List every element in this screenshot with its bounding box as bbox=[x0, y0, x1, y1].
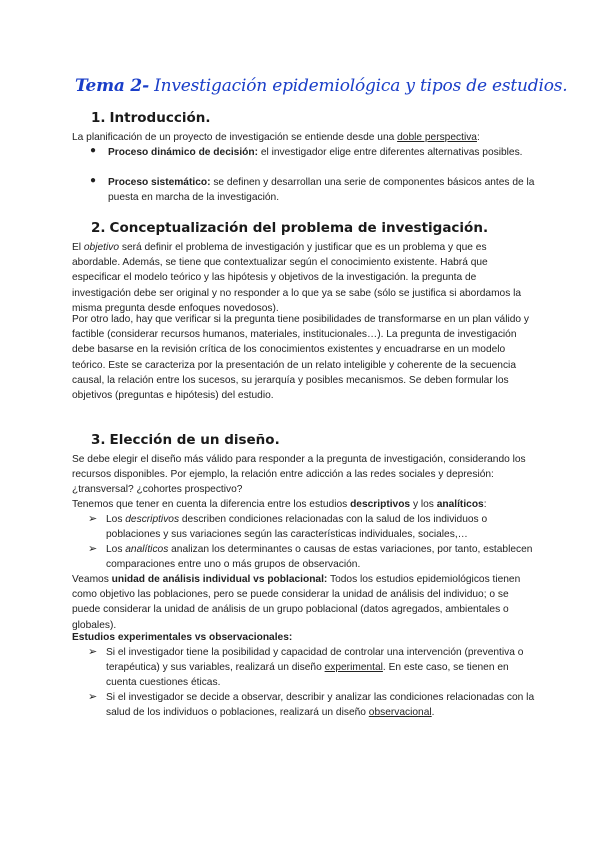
list-item: Si el investigador se decide a observar, describir y analizar las condiciones relacionadas con la salud de los individuos o poblaciones, realizará un diseño observacional. bbox=[106, 692, 535, 719]
section-3-heading bbox=[91, 432, 280, 448]
bullet-icon: ● bbox=[90, 145, 97, 156]
list-item: Si el investigador tiene la posibilidad y capacidad de controlar una intervención (preventiva o terapéutica) y sus variables, realizará un diseño experimental. En este caso, se tienen en cuenta cuestiones éticas. bbox=[106, 647, 524, 689]
arrow-bullet-icon: ➢ bbox=[88, 646, 98, 658]
arrow-bullet-icon: ➢ bbox=[88, 513, 98, 525]
bullet-icon: ● bbox=[90, 175, 97, 186]
section-1-intro: La planificación de un proyecto de investigación se entiende desde una doble perspectiva: bbox=[72, 132, 480, 143]
section-2-number: 2. bbox=[91, 220, 106, 236]
section-2-heading bbox=[91, 220, 488, 236]
section-3-title: Elección de un diseño. bbox=[109, 432, 280, 448]
arrow-bullet-icon: ➢ bbox=[88, 543, 98, 555]
section-2-paragraph-2: Por otro lado, hay que verificar si la pregunta tiene posibilidades de transformarse en un plan válido y factible (considerar recursos humanos, materiales, institucionales…). La pregunta de investigación debe basarse en la revisión crítica de los conocimientos existentes y encuadrarse en un modelo teórico. Este se caracteriza por la presentación de un relato inteligible y coherente de la secuencia causal, la relación entre los sucesos, su jerarquía y posibles mecanismos. Se deben formular los objetivos (preguntas e hipótesis) del estudio. bbox=[72, 314, 530, 402]
list-item: Proceso dinámico de decisión: el investigador elige entre diferentes alternativas posibles. bbox=[108, 147, 523, 158]
section-3-paragraph-2: Tenemos que tener en cuenta la diferencia entre los estudios descriptivos y los analíticos: bbox=[72, 499, 487, 510]
section-2-title: Conceptualización del problema de investigación. bbox=[109, 220, 489, 236]
list-item: Proceso sistemático: se definen y desarrollan una serie de componentes básicos antes de la puesta en marcha de la investigación. bbox=[108, 177, 535, 204]
section-1-number: 1. bbox=[91, 110, 106, 126]
section-1-heading bbox=[91, 110, 210, 126]
section-3-number: 3. bbox=[91, 432, 106, 448]
section-3-subheading: Estudios experimentales vs observacionales: bbox=[72, 632, 293, 643]
section-2-paragraph-1: El objetivo será definir el problema de investigación y justificar que es un problema y que es abordable. Además, se tiene que contextualizar según el conocimiento existente. Habrá que especificar el modelo teórico y las hipótesis y objetivos de la investigación. la pregunta de investigación debe ser original y no responder a lo que ya se sabe (sólo se justifica si abordamos la misma pregunta desde enfoques novedosos). bbox=[72, 242, 522, 314]
arrow-bullet-icon: ➢ bbox=[88, 691, 98, 703]
title-tema: Tema 2- bbox=[75, 76, 149, 96]
title-rest: Investigación epidemiológica y tipos de estudios. bbox=[148, 76, 568, 96]
section-3-paragraph-3: Veamos unidad de análisis individual vs poblacional: Todos los estudios epidemiológicos tienen como objetivo las poblaciones, pero se puede considerar la unidad de análisis del individuo; o se puede considerar la unidad de análisis de un grupo poblacional (datos agregados, ambientales o globales). bbox=[72, 574, 521, 631]
list-item: Los analíticos analizan los determinantes o causas de estas variaciones, por tanto, establecen comparaciones entre uno o más grupos de observación. bbox=[106, 544, 533, 571]
section-3-paragraph-1: Se debe elegir el diseño más válido para responder a la pregunta de investigación, considerando los recursos disponibles. Por ejemplo, la relación entre adicción a las redes sociales y depresión: ¿transversal? ¿cohortes prospectivo? bbox=[72, 454, 526, 496]
list-item: Los descriptivos describen condiciones relacionadas con la salud de los individuos o poblaciones y sus variaciones según las características individuales, sociales,… bbox=[106, 514, 488, 541]
section-1-title: Introducción. bbox=[109, 110, 211, 126]
document-title bbox=[75, 76, 568, 96]
